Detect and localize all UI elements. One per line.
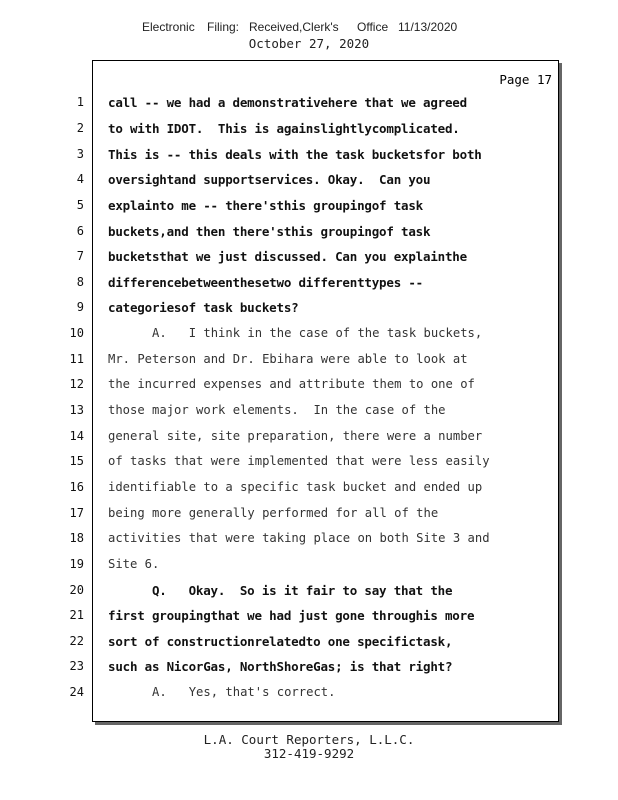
line-number: 8	[76, 275, 84, 289]
line-number: 17	[69, 506, 84, 520]
transcript-line: the incurred expenses and attribute them to one of	[108, 377, 475, 391]
transcript-line: This is -- this deals with the task bucketsfor both	[108, 147, 482, 162]
transcript-line: A. Yes, that's correct.	[108, 685, 336, 699]
stamp-office: Office	[357, 20, 389, 34]
stamp-filing: Filing:	[207, 20, 240, 34]
stamp-received: Received,Clerk's	[249, 20, 339, 34]
line-number: 9	[76, 300, 84, 314]
page-number: Page 17	[499, 72, 552, 87]
transcript-line: categoriesof task buckets?	[108, 300, 299, 315]
transcript-line: general site, site preparation, there were a number	[108, 429, 483, 443]
transcript-line: of tasks that were implemented that were less easily	[108, 454, 490, 468]
line-number: 6	[76, 224, 84, 238]
transcript-line: identifiable to a specific task bucket and ended up	[108, 480, 483, 494]
line-number: 16	[69, 480, 84, 494]
stamp-electronic: Electronic	[142, 20, 195, 34]
line-number: 10	[69, 326, 84, 340]
transcript-line: activities that were taking place on both Site 3 and	[108, 531, 490, 545]
line-number: 5	[76, 198, 84, 212]
transcript-line: Mr. Peterson and Dr. Ebihara were able to look at	[108, 352, 468, 366]
line-number: 3	[76, 147, 84, 161]
line-number: 2	[76, 121, 84, 135]
transcript-line: being more generally performed for all of the	[108, 506, 439, 520]
transcript-line: differencebetweenthesetwo differenttypes --	[108, 275, 424, 290]
line-number: 23	[69, 659, 84, 673]
transcript-line: those major work elements. In the case of the	[108, 403, 446, 417]
line-number: 13	[69, 403, 84, 417]
transcript-line: explainto me -- there'sthis groupingof task	[108, 198, 424, 213]
reporter-phone: 312-419-9292	[263, 746, 355, 761]
line-number: 4	[76, 172, 84, 186]
transcript-line: first groupingthat we had just gone throughis more	[108, 608, 475, 623]
footer	[0, 733, 618, 761]
transcript-line: sort of constructionrelatedto one specifictask,	[108, 634, 453, 649]
stamp-date: 11/13/2020	[398, 20, 458, 34]
line-number: 1	[76, 95, 84, 109]
transcript-line: Site 6.	[108, 557, 160, 571]
transcript-line: bucketsthat we just discussed. Can you explainthe	[108, 249, 467, 264]
transcript-line: buckets,and then there'sthis groupingof task	[108, 224, 431, 239]
transcript-line: A. I think in the case of the task buckets,	[108, 326, 483, 340]
transcript-line: oversightand supportservices. Okay. Can you	[108, 172, 431, 187]
transcript-line: call -- we had a demonstrativehere that we agreed	[108, 95, 467, 110]
line-number: 14	[69, 429, 84, 443]
transcript-line: such as NicorGas, NorthShoreGas; is that right?	[108, 659, 453, 674]
line-number: 19	[69, 557, 84, 571]
line-number: 24	[69, 685, 84, 699]
line-number: 22	[69, 634, 84, 648]
line-number: 15	[69, 454, 84, 468]
transcript-line: to with IDOT. This is againslightlycomplicated.	[108, 121, 460, 136]
line-number: 20	[69, 583, 84, 597]
line-number: 18	[69, 531, 84, 545]
line-number: 12	[69, 377, 84, 391]
reporter-company: L.A. Court Reporters, L.L.C.	[203, 732, 415, 747]
hearing-date: October 27, 2020	[248, 36, 370, 51]
line-number: 11	[69, 352, 84, 366]
line-number: 21	[69, 608, 84, 622]
transcript-line: Q. Okay. So is it fair to say that the	[108, 583, 453, 598]
line-number: 7	[76, 249, 84, 263]
